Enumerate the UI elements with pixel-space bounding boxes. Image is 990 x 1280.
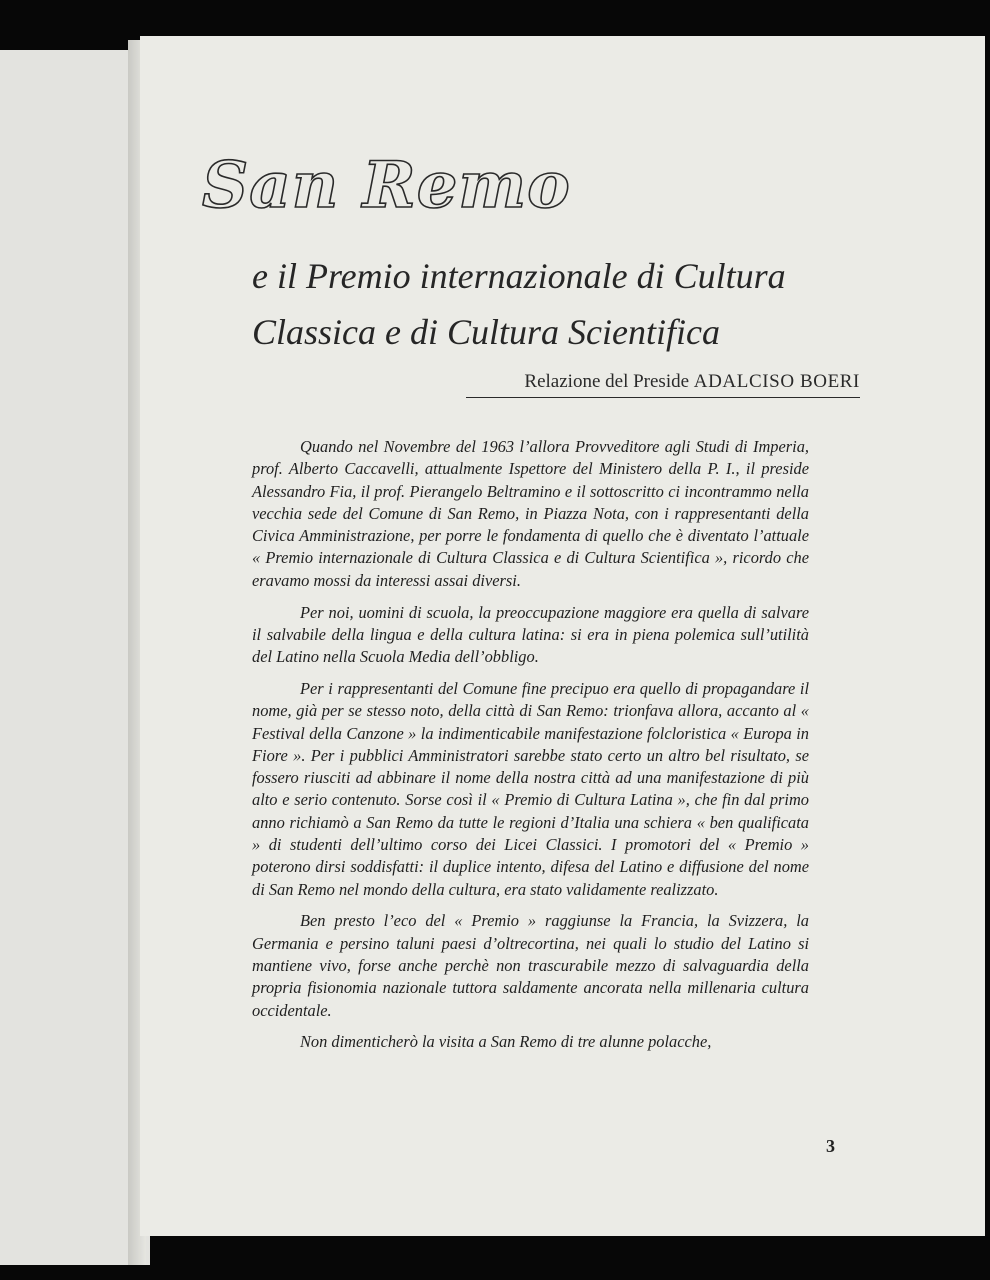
paragraph-5: Non dimenticherò la visita a San Remo di tre alunne polacche, [300,1032,712,1052]
document-title: San Remo [202,148,571,223]
paragraph-4: Ben presto l’eco del « Premio » raggiunse la Francia, la Svizzera, la Germania e persino taluni paesi d’oltrecortina, nei quali lo studio del Latino si mantiene vivo, forse anche perchè non trascurabile mezzo di salvaguardia della propria fisionomia nazionale tuttora saldamente ancorata nella millenaria cultura occidentale. [252,911,809,1020]
paragraph-1: Quando nel Novembre del 1963 l’allora Provveditore agli Studi di Imperia, prof. Alberto Caccavelli, attualmente Ispettore del Ministero della P. I., il preside Alessandro Fia, il prof. Pierangelo Beltramino e il sottoscritto ci incontrammo nella vecchia sede del Comune di San Remo, in Piazza Nota, con i rappresentanti della Civica Amministrazione, per porre le fondamenta di quello che è diventato l’attuale « Premio internazionale di Cultura Classica e di Cultura Scientifica », ricordo che eravamo mossi da interessi assai diversi. [252,437,809,590]
byline [466,371,860,398]
paragraph-3: Per i rappresentanti del Comune fine precipuo era quello di propagandare il nome, già per se stesso noto, della città di San Remo: trionfava allora, accanto al « Festival della Canzone » la indimenticabile manifestazione folcloristica « Europa in Fiore ». Per i pubblici Amministratori sarebbe stato certo un altro bel risultato, se fossero riusciti ad abbinare il nome della nostra città ad una manifestazione di più alto e serio contenuto. Sorse così il « Premio di Cultura Latina », che fin dal primo anno richiamò a San Remo da tutte le regioni d’Italia una schiera « ben qualificata » di studenti dell’ultimo corso dei Licei Classici. I promotori del « Premio » poterono dirsi soddisfatti: il duplice intento, difesa del Latino e diffusione del nome di San Remo nel mondo della cultura, era stato validamente realizzato. [252,678,809,899]
page-number: 3 [826,1136,835,1156]
byline-author: ADALCISO BOERI [693,371,860,392]
subtitle-line-1: e il Premio internazionale di Cultura [252,256,786,296]
paragraph-2: Per noi, uomini di scuola, la preoccupazione maggiore era quella di salvare il salvabile della lingua e della cultura latina: si era in piena polemica sull’utilità del Latino nella Scuola Media dell’obbligo. [252,602,809,667]
byline-prefix: Relazione del Preside [524,371,690,392]
document-subtitle [252,248,872,360]
subtitle-line-2: Classica e di Cultura Scientifica [252,312,720,352]
article-body [252,436,809,1063]
